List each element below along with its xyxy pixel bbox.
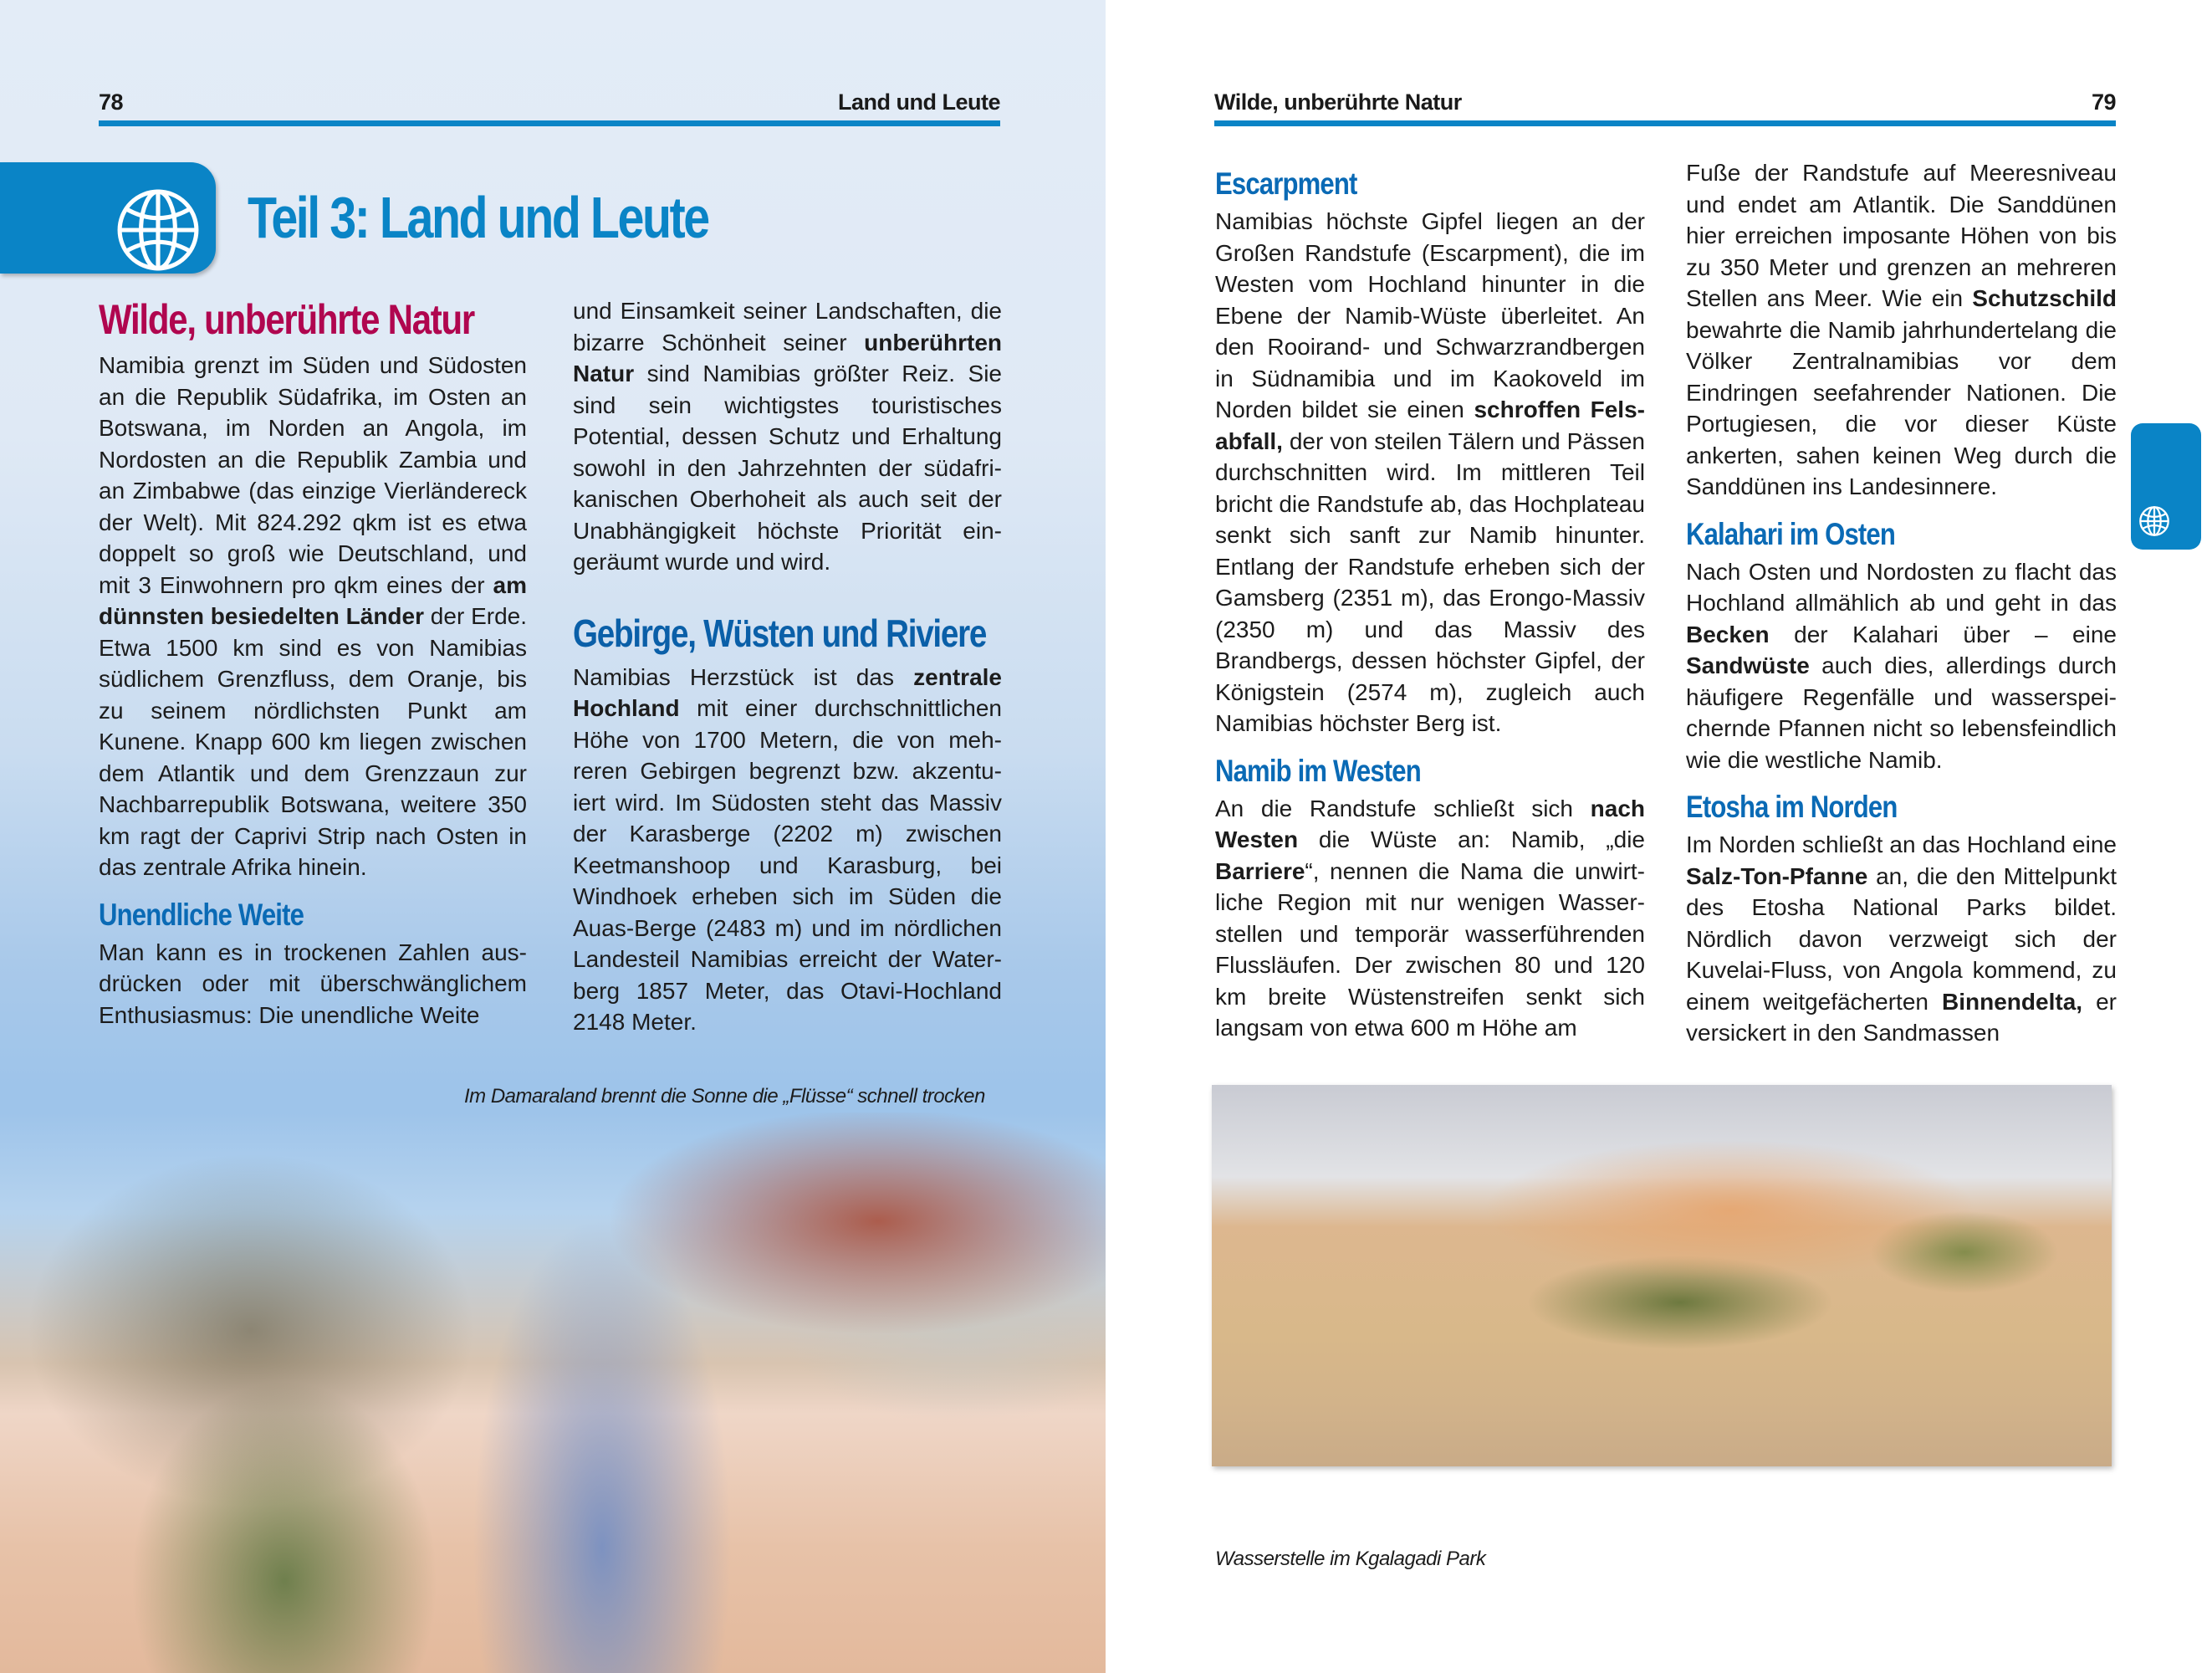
paragraph: Namibias Herzstück ist das zentrale Hochland mit einer durchschnittlichen Höhe von 1700 Metern, die von mehreren Gebirgen begrenzt bzw. akzentuiert wird. Im Südosten steht das Massiv der Karasberge (2202 m) zwischen Keetmanshoop und Karasburg, bei Windhoek erheben sich im Süden die Auas-Berge (2483 m) und im nördlichen Landesteil Namibias erreicht der Waterberg 1857 Meter, das Otavi-Hochland 2148 Meter. — [573, 663, 1002, 1035]
paragraph: Namibia grenzt im Süden und Südosten an die Republik Südafrika, im Osten an Botswana, im Norden an Angola, im Nordosten an die Republik Zambia und an Zimbabwe (das einzige Vierländereck der Welt). Mit 824.292 qkm ist es etwa doppelt so groß wie Deutschland, und mit 3 Einwohnern pro qkm eines der am dünnsten besiedelten Länder der Erde. Etwa 1500 km sind es von Namibias südlichem Grenzfluss, dem Oranje, bis zu seinem nördlichsten Punkt am Kunene. Knapp 600 km liegen zwischen dem Atlantik und dem Grenzzaun zur Nachbarrepublik Botswana, weitere 350 km ragt der Caprivi Strip nach Osten in das zentrale Afrika hinein. — [99, 352, 527, 880]
left-column-1 — [99, 294, 527, 1031]
paragraph: Fuße der Randstufe auf Meeresniveau und endet am Atlantik. Die Sanddünen hier erreichen imposante Höhen von bis zu 350 Meter und grenzen an mehreren Stellen ans Meer. Wie ein Schutzschild bewahrte die Namib jahrhundertelang die Völker Zentralnamibias vor dem Eindringen seefahrender Nationen. Die Portugiesen, die vor dieser Küste ankerten, sahen keinen Weg durch die Sanddünen ins Landesinnere. — [1686, 160, 2117, 499]
subheading: Kalahari im Osten — [1686, 516, 1895, 551]
left-column-2 — [573, 295, 1002, 1038]
photo-kgalagadi-waterhole — [1212, 1085, 2112, 1466]
subheading: Namib im Westen — [1215, 753, 1421, 788]
page-number: 78 — [99, 90, 124, 115]
paragraph: Man kann es in trockenen Zahlen ausdrücken oder mit überschwänglichem Enthusiasmus: Die unendliche Weite — [99, 939, 527, 1028]
right-column-2 — [1686, 157, 2117, 1049]
right-column-1 — [1215, 164, 1645, 1044]
running-head-title: Land und Leute — [838, 90, 1000, 115]
photo-caption: Im Damaraland brennt die Sonne die „Flüsse“ schnell trocken — [464, 1085, 985, 1108]
section-heading: Gebirge, Wüsten und Riviere — [573, 611, 987, 655]
chapter-side-tab — [2131, 423, 2201, 550]
chapter-tab — [0, 162, 216, 274]
photo-damaraland-riverbed — [0, 1113, 1106, 1673]
running-head-title: Wilde, unberührte Natur — [1214, 90, 1462, 115]
running-head-left — [99, 80, 1000, 126]
globe-icon — [115, 187, 201, 273]
page-number: 79 — [2091, 90, 2116, 115]
subheading: Unendliche Weite — [99, 897, 304, 932]
globe-icon — [2138, 505, 2170, 537]
paragraph: Nach Osten und Nordosten zu flacht das Hochland allmählich ab und geht in das Becken der Kalahari über – eine Sandwüste auch dies, allerdings durch häufigere Regenfälle und wasserspeichernde Pfannen nicht so lebensfeindlich wie die westliche Namib. — [1686, 558, 2117, 773]
chapter-title: Teil 3: Land und Leute — [248, 185, 708, 250]
paragraph: An die Randstufe schließt sich nach Westen die Wüste an: Namib, „die Barriere“, nennen die Nama die unwirtliche Region mit nur wenigen Wasserstellen und temporär wasserführenden Flussläufen. Der zwischen 80 und 120 km breite Wüstenstreifen senkt sich langsam von etwa 600 m Höhe am — [1215, 795, 1645, 1041]
paragraph: Namibias höchste Gipfel liegen an der Großen Randstufe (Escarpment), die im Westen vom Hochland hinunter in die Ebene der Namib-Wüste überleitet. An den Rooirand- und Schwarzrandbergen in Südnamibia und im Kaokoveld im Norden bildet sie einen schroffen Felsabfall, der von steilen Tälern und Pässen durchschnitten wird. Im mittleren Teil bricht die Randstufe ab, das Hochplateau senkt sich sanft zur Namib hinunter. Entlang der Randstufe erheben sich der Gamsberg (2351 m), das Erongo-Massiv (2350 m) und das Massiv des Brandbergs, dessen höchster Gipfel, der Königstein (2574 m), zugleich auch Namibias höchster Berg ist. — [1215, 208, 1645, 736]
paragraph: und Einsamkeit seiner Landschaften, die bizarre Schönheit seiner unberührten Natur sind Namibias größter Reiz. Sie sind sein wichtigstes touristisches Potential, dessen Schutz und Erhaltung sowohl in den Jahrzehnten der südafrikanischen Oberhoheit als auch seit der Unabhängigkeit höchste Priorität eingeräumt wurde und wird. — [573, 298, 1002, 575]
photo-caption: Wasserstelle im Kgalagadi Park — [1215, 1548, 1486, 1570]
running-head-right — [1214, 80, 2116, 126]
subheading: Etosha im Norden — [1686, 790, 1898, 824]
section-heading: Wilde, unberührte Natur — [99, 296, 475, 343]
paragraph: Im Norden schließt an das Hochland eine Salz-Ton-Pfanne an, die den Mittelpunkt des Etosha National Parks bildet. Nördlich davon verzweigt sich der Kuvelai-Fluss, von Angola kommend, zu einem weitgefächerten Binnendelta, er versickert in den Sandmassen — [1686, 831, 2117, 1046]
subheading: Escarpment — [1215, 166, 1357, 201]
